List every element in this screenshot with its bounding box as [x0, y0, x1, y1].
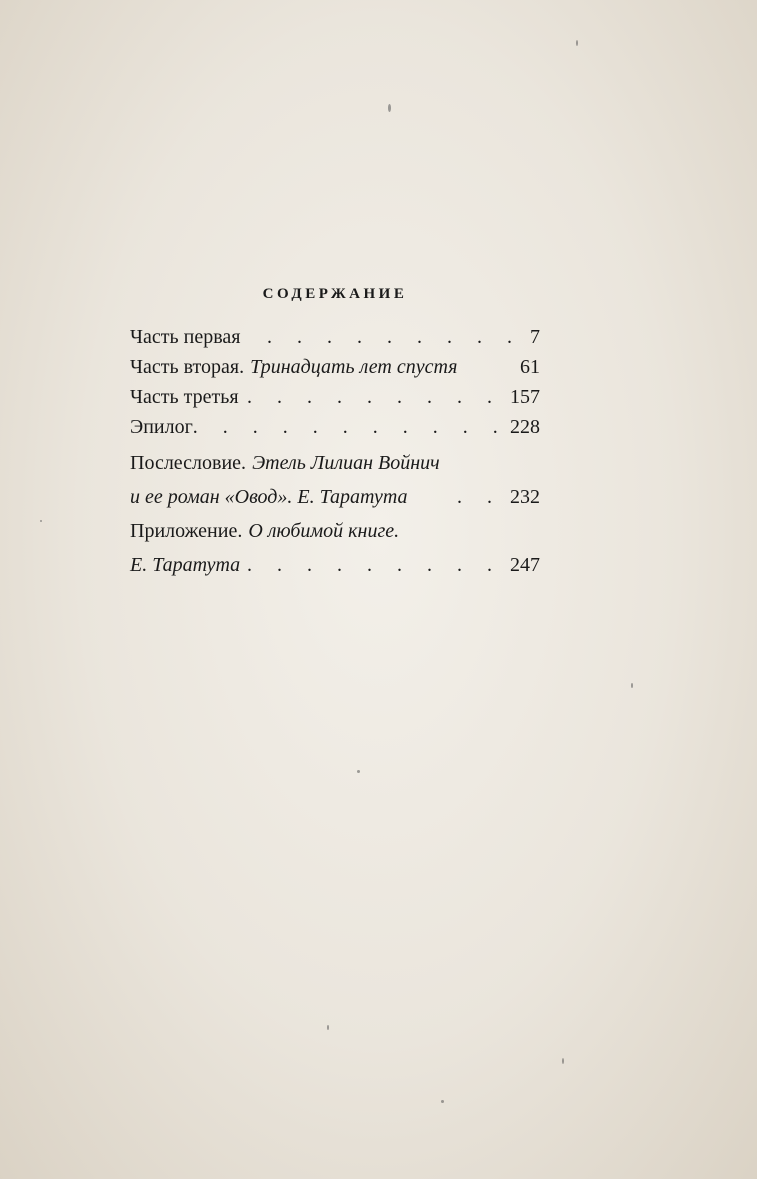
- paper-speck: [357, 770, 360, 773]
- paper-speck: [631, 683, 633, 688]
- toc-page-number: 247: [510, 554, 540, 576]
- toc-entry-subtitle: Тринадцать лет спустя: [250, 356, 458, 378]
- toc-page-number: 232: [510, 486, 540, 508]
- paper-speck: [576, 40, 578, 46]
- toc-entry-epilogue[interactable]: [130, 412, 540, 442]
- toc-entry-title: Приложение.: [130, 520, 243, 542]
- toc-entry-title: Часть первая: [130, 326, 241, 348]
- toc-entry-afterword-line1[interactable]: [130, 448, 540, 482]
- paper-speck: [388, 104, 391, 112]
- toc-leader-dots: . . . . . . . . .: [267, 326, 522, 348]
- toc-entry-title: Часть третья: [130, 386, 239, 408]
- toc-entry-title: Часть вторая.: [130, 356, 245, 378]
- paper-speck: [562, 1058, 564, 1064]
- toc-entry-subtitle: Е. Таратута: [130, 554, 241, 576]
- toc-entry-part-three[interactable]: [130, 382, 540, 412]
- table-of-contents: [130, 322, 540, 584]
- toc-entry-title: Эпилог: [130, 416, 193, 438]
- toc-entry-afterword-line2[interactable]: [130, 482, 540, 516]
- paper-speck: [40, 520, 42, 522]
- toc-leader-dots: . . . . . . . . .: [247, 386, 502, 408]
- toc-entry-part-two[interactable]: [130, 352, 540, 382]
- paper-speck: [327, 1025, 329, 1030]
- toc-entry-appendix-line1[interactable]: [130, 516, 540, 550]
- toc-page-number: 228: [510, 416, 540, 438]
- toc-entry-subtitle: и ее роман «Овод». Е. Таратута: [130, 486, 408, 508]
- toc-page-number: 157: [510, 386, 540, 408]
- toc-page-number: 61: [520, 356, 540, 378]
- toc-page-number: 7: [530, 326, 540, 348]
- toc-entry-title: Послесловие.: [130, 452, 247, 474]
- toc-leader-dots: . . . . . . . . . . .: [192, 416, 508, 438]
- contents-heading: СОДЕРЖАНИЕ: [262, 286, 408, 302]
- paper-speck: [441, 1100, 444, 1103]
- toc-entry-appendix-line2[interactable]: [130, 550, 540, 584]
- toc-leader-dots: . . . . . . . . .: [247, 554, 502, 576]
- toc-entry-subtitle: Этель Лилиан Войнич: [252, 452, 440, 474]
- toc-entry-part-one[interactable]: [130, 322, 540, 352]
- toc-entry-subtitle: О любимой книге.: [248, 520, 400, 542]
- toc-leader-dots: . .: [457, 486, 502, 508]
